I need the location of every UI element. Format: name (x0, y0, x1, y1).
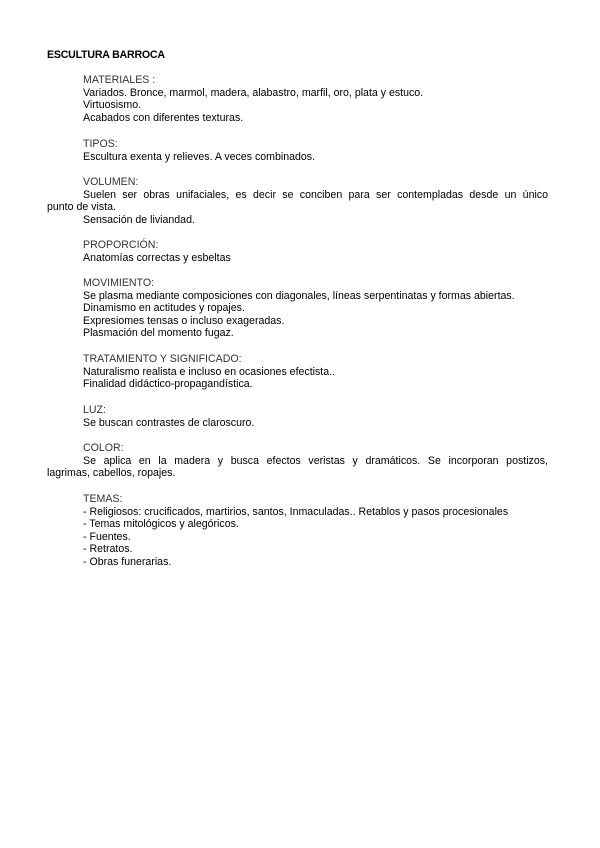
section-heading: TRATAMIENTO Y SIGNIFICADO: (83, 353, 242, 365)
section-line-wrap: lagrimas, cabellos, ropajes. (47, 467, 176, 480)
section-heading: PROPORCIÓN: (83, 239, 159, 251)
section-line: Plasmación del momento fugaz. (83, 327, 234, 340)
section-line: Finalidad didáctico-propagandística. (83, 378, 253, 391)
section-heading: LUZ: (83, 404, 106, 416)
section-line: Naturalismo realista e incluso en ocasiones efectista.. (83, 365, 336, 378)
list-item: - Fuentes. (83, 530, 131, 543)
section-line: Se aplica en la madera y busca efectos veristas y dramáticos. Se incorporan postizos, (83, 454, 548, 467)
section-line: Se buscan contrastes de claroscuro. (83, 416, 255, 429)
list-item: - Temas mitológicos y alegóricos. (83, 518, 239, 531)
section-line: Escultura exenta y relieves. A veces combinados. (83, 150, 316, 163)
section-line: Suelen ser obras unifaciales, es decir se conciben para ser contempladas desde un único (83, 188, 548, 201)
section-line: Se plasma mediante composiciones con diagonales, líneas serpentinatas y formas abiertas. (83, 289, 515, 302)
list-item: - Religiosos: crucificados, martirios, santos, Inmaculadas.. Retablos y pasos procesionales (83, 505, 509, 518)
section-heading: MOVIMIENTO: (83, 277, 155, 289)
section-color (47, 442, 548, 480)
section-line: Dinamismo en actitudes y ropajes. (83, 302, 245, 315)
section-line: Virtuosismo. (83, 99, 142, 112)
list-item: - Retratos. (83, 543, 133, 556)
section-heading: COLOR: (83, 442, 124, 454)
section-line: Acabados con diferentes texturas. (83, 111, 244, 124)
section-line: Variados. Bronce, marmol, madera, alabastro, marfil, oro, plata y estuco. (83, 86, 424, 99)
section-tipos (83, 138, 548, 163)
section-line: Anatomías correctas y esbeltas (83, 251, 231, 264)
list-item: - Obras funerarias. (83, 555, 172, 568)
section-proporcion (83, 239, 548, 264)
section-heading: MATERIALES : (83, 74, 156, 86)
section-volumen (47, 176, 548, 226)
section-heading: VOLUMEN: (83, 176, 139, 188)
section-movimiento (83, 277, 548, 340)
section-luz (83, 404, 548, 429)
section-line: Sensación de liviandad. (83, 213, 195, 226)
section-tratamiento (83, 353, 548, 391)
section-materiales (83, 74, 548, 124)
section-line-wrap: punto de vista. (47, 201, 116, 214)
document-title: ESCULTURA BARROCA (47, 49, 165, 61)
section-heading: TEMAS: (83, 493, 123, 505)
section-line: Expresiomes tensas o incluso exageradas. (83, 314, 285, 327)
section-heading: TIPOS: (83, 138, 118, 150)
section-temas (83, 493, 548, 569)
